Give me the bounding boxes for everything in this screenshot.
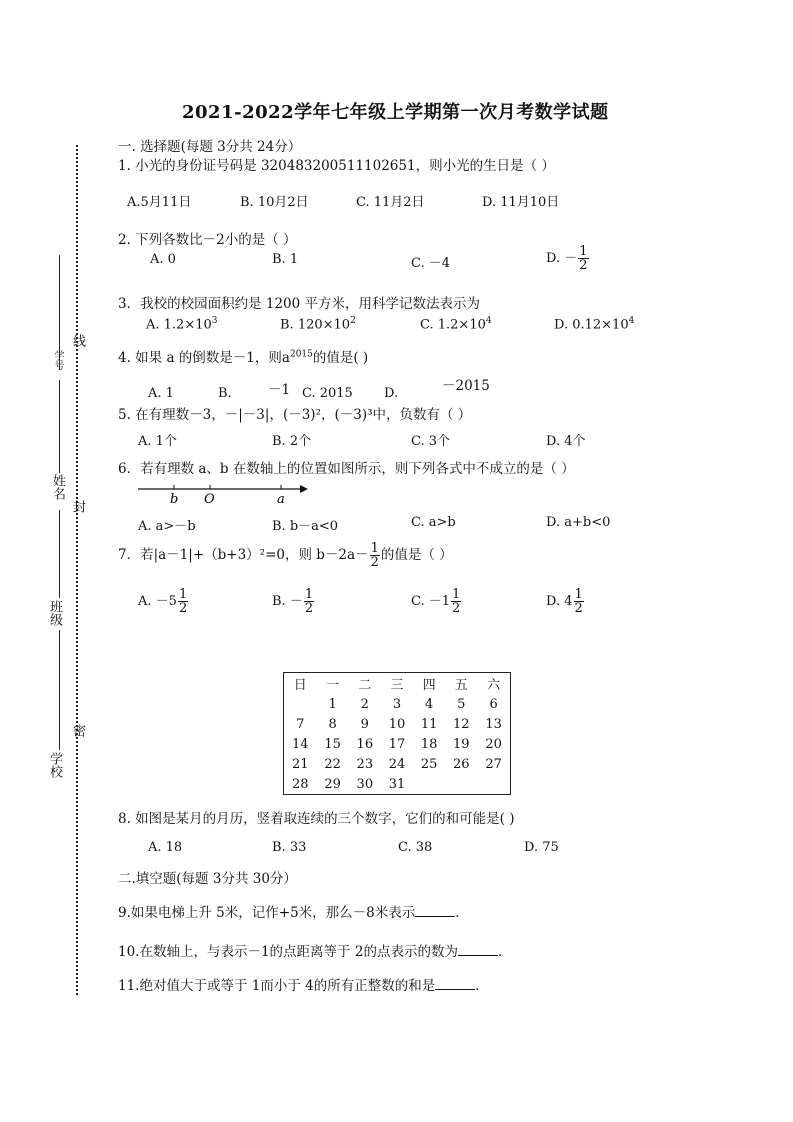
calendar-header-cell: 五 (454, 678, 468, 693)
calendar-day: 28 (292, 776, 309, 792)
q5-option-d: D. 4个 (546, 434, 586, 449)
q1-option-a: A.5月11日 (127, 195, 192, 210)
q4-option-a: A. 1 (148, 386, 174, 401)
q5-option-b: B. 2个 (272, 434, 312, 449)
calendar-day: 26 (452, 756, 470, 772)
page-title: 2021-2022学年七年级上学期第一次月考数学试题 (182, 102, 609, 123)
calendar-day: 15 (324, 736, 341, 752)
q7-d-fraction: $\frac{1}{2}$ (574, 587, 583, 616)
q1-option-d: D. 11月10日 (482, 195, 560, 210)
calendar-week-row (284, 734, 511, 754)
calendar-day: 22 (324, 756, 341, 772)
calendar-header-cell: 日 (293, 678, 307, 693)
q3-option-b: B. $120\times 10^2$ (280, 316, 356, 333)
calendar-header-cell: 一 (326, 678, 340, 693)
calendar-day: 6 (489, 696, 498, 712)
q5-option-a: A. 1个 (138, 434, 177, 449)
q7-option-d: D. 4 $\frac{1}{2}$ (546, 587, 583, 616)
q8-option-c: C. 38 (398, 840, 433, 855)
calendar-day: 3 (392, 696, 402, 712)
month-calendar (283, 672, 511, 795)
calendar-day: 20 (485, 736, 502, 752)
q1-option-c: C. 11月2日 (356, 195, 425, 210)
calendar-day: 10 (388, 716, 406, 732)
label-b: b (170, 492, 179, 507)
calendar-day: 4 (424, 696, 434, 712)
calendar-day: 25 (420, 756, 438, 772)
q6-number-line (138, 481, 313, 507)
q10-answer-blank[interactable] (458, 943, 498, 956)
calendar-day: 17 (388, 736, 406, 752)
calendar-day: 23 (356, 756, 374, 772)
q11-answer-blank[interactable] (435, 977, 475, 990)
calendar-day: 24 (388, 756, 406, 772)
calendar-day (284, 694, 317, 714)
section-1-heading: 一. 选择题(每题 3分共 24分） (118, 139, 302, 155)
calendar-day: 2 (360, 696, 369, 712)
calendar-day (445, 774, 477, 795)
calendar-week-row (284, 774, 511, 795)
q4-option-d: D. (384, 386, 399, 401)
q7-b-fraction: $\frac{1}{2}$ (304, 587, 314, 616)
calendar-header-cell: 四 (422, 678, 436, 693)
name-label: 姓名 (50, 474, 65, 500)
section-2-heading: 二.填空题(每题 3分共 30分） (118, 871, 297, 887)
q6-option-a: A. a>－b (138, 519, 196, 534)
calendar-day: 21 (292, 756, 309, 772)
label-o: O (204, 492, 215, 507)
calendar-day (413, 774, 445, 795)
calendar-day: 7 (296, 716, 305, 732)
label-a: a (277, 492, 285, 507)
student-id-label: 学号 (52, 350, 63, 370)
q6-option-d: D. a+b<0 (546, 515, 611, 530)
q8-option-b: B. 33 (272, 840, 307, 855)
question-8-stem: 8. 如图是某月的月历，竖着取连续的三个数字，它们的和可能是( ) (118, 811, 515, 827)
cut-label-feng: 封 (70, 500, 85, 513)
class-line (59, 510, 60, 598)
calendar-week-row (284, 714, 511, 734)
calendar-day: 30 (356, 776, 374, 792)
q3-option-d: D. $0.12\times 10^4$ (554, 316, 635, 333)
question-7-stem: 7．若|a－1|+（b+3）²=0，则 b－2a－ $\frac{1}{2}$ 的值是（ ） (118, 541, 453, 570)
q4-option-b: B. (218, 386, 232, 401)
calendar-day: 19 (452, 736, 470, 752)
calendar-day: 31 (388, 776, 406, 792)
school-line (59, 630, 60, 750)
q8-option-d: D. 75 (524, 840, 559, 855)
q7-stem-fraction: $\frac{1}{2}$ (370, 541, 379, 570)
q7-c-fraction: $\frac{1}{2}$ (452, 587, 461, 616)
calendar-day (477, 774, 510, 795)
calendar-week-row (284, 754, 511, 774)
q9-answer-blank[interactable] (415, 904, 455, 917)
calendar-day: 9 (360, 716, 369, 732)
calendar-header-cell: 二 (358, 678, 372, 693)
q4-option-c: C. 2015 (302, 386, 353, 401)
q2-option-b: B. 1 (272, 252, 299, 267)
question-11: 11.绝对值大于或等于 1而小于 4的所有正整数的和是 ． (118, 978, 489, 994)
cut-label-mi: 密 (70, 724, 85, 737)
q4-option-d-value: －2015 (442, 378, 490, 394)
calendar-header-cell: 六 (487, 678, 501, 693)
calendar-day: 11 (420, 716, 438, 732)
calendar-day: 18 (420, 736, 438, 752)
question-3-stem: 3．我校的校园面积约是 1200 平方米，用科学记数法表示为 (118, 296, 481, 312)
class-label: 班级 (47, 600, 62, 626)
question-6-stem: 6．若有理数 a、b 在数轴上的位置如图所示，则下列各式中不成立的是（ ） (118, 461, 575, 477)
calendar-day: 8 (328, 716, 337, 732)
calendar-day: 14 (292, 736, 309, 752)
cut-label-xian: 线 (70, 334, 85, 347)
q2-option-a: A. 0 (150, 252, 176, 267)
name-line (59, 380, 60, 473)
calendar-header-row (284, 673, 511, 695)
calendar-day: 12 (452, 716, 470, 732)
q7-a-fraction: $\frac{1}{2}$ (178, 587, 188, 616)
calendar-day: 5 (457, 696, 466, 712)
school-label: 学校 (47, 752, 62, 778)
q3-option-a: A. $1.2\times 10^3$ (146, 316, 218, 333)
calendar-header-cell: 三 (390, 678, 404, 693)
q7-option-c: C. －1 $\frac{1}{2}$ (411, 587, 461, 616)
q6-option-b: B. b－a<0 (272, 519, 339, 534)
q4-option-b-value: －1 (268, 382, 291, 398)
calendar-day: 27 (485, 756, 502, 772)
question-1-stem: 1. 小光的身份证号码是 320483200511102651，则小光的生日是（ ） (118, 158, 555, 174)
calendar-day: 1 (328, 696, 337, 712)
q3-option-c: C. $1.2\times 10^4$ (420, 316, 492, 333)
number-line-arrow (300, 485, 308, 493)
calendar-week-row (284, 694, 511, 714)
binding-dotted-line (76, 145, 78, 995)
q8-option-a: A. 18 (148, 840, 183, 855)
q2-option-c: C. －4 (411, 256, 451, 271)
q7-option-a: A. －5 $\frac{1}{2}$ (138, 587, 188, 616)
q2-option-d: D. － $\frac{1}{2}$ (546, 244, 588, 273)
question-5-stem: 5. 在有理数－3，－|－3|，(－3)²，(－3)³中，负数有（ ） (118, 407, 472, 423)
question-9: 9.如果电梯上升 5米，记作+5米，那么－8米表示 ． (118, 905, 469, 921)
q1-option-b: B. 10月2日 (240, 195, 309, 210)
question-10: 10.在数轴上，与表示－1的点距离等于 2的点表示的数为 ． (118, 944, 512, 960)
calendar-day: 16 (356, 736, 374, 752)
q5-option-c: C. 3个 (411, 434, 451, 449)
q2-d-fraction: $\frac{1}{2}$ (579, 244, 588, 273)
question-2-stem: 2. 下列各数比－2小的是（ ） (118, 232, 297, 248)
calendar-day: 13 (485, 716, 502, 732)
q6-option-c: C. a>b (411, 515, 456, 530)
q7-option-b: B. － $\frac{1}{2}$ (272, 587, 314, 616)
question-4-stem: 4. 如果 a 的倒数是－1，则$a^{2015}$的值是( ) (118, 349, 369, 366)
calendar-day: 29 (324, 776, 341, 792)
